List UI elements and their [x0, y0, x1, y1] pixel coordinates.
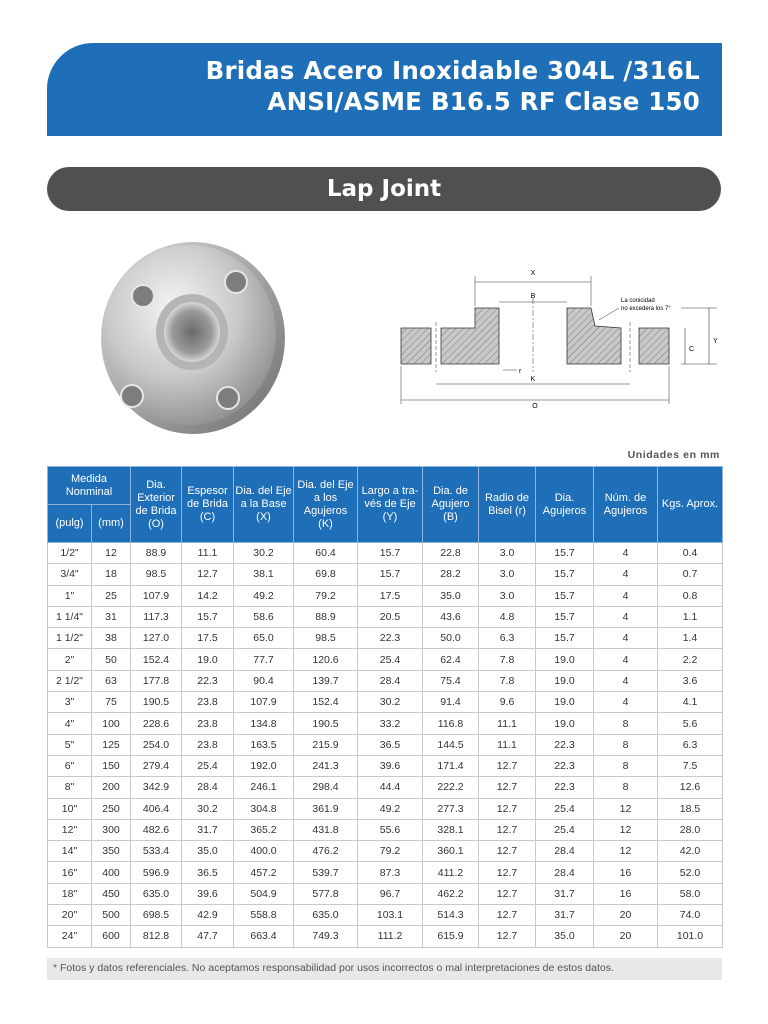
- table-cell: 20: [594, 905, 658, 926]
- table-cell: 18": [48, 883, 92, 904]
- table-row: [48, 628, 723, 649]
- table-cell: 4: [594, 585, 658, 606]
- table-cell: 12.7: [479, 798, 536, 819]
- table-cell: 111.2: [358, 926, 423, 947]
- table-cell: 328.1: [423, 819, 479, 840]
- table-cell: 4.8: [479, 606, 536, 627]
- table-cell: 69.8: [294, 564, 358, 585]
- table-cell: 50.0: [423, 628, 479, 649]
- cross-section-drawing: [395, 262, 725, 412]
- units-label: Unidades en mm: [627, 449, 720, 461]
- table-cell: 18.5: [658, 798, 723, 819]
- table-cell: 12: [594, 841, 658, 862]
- table-row: [48, 841, 723, 862]
- table-cell: 2.2: [658, 649, 723, 670]
- table-cell: 28.4: [536, 841, 594, 862]
- table-cell: 1/2": [48, 543, 92, 564]
- table-cell: 15.7: [182, 606, 234, 627]
- table-cell: 635.0: [294, 905, 358, 926]
- table-cell: 120.6: [294, 649, 358, 670]
- table-cell: 16": [48, 862, 92, 883]
- header-dia-agujeros: Dia. Agujeros: [536, 467, 594, 543]
- table-cell: 246.1: [234, 777, 294, 798]
- table-cell: 23.8: [182, 713, 234, 734]
- table-cell: 241.3: [294, 755, 358, 776]
- table-cell: 15.7: [536, 585, 594, 606]
- table-cell: 63: [92, 670, 131, 691]
- table-cell: 107.9: [131, 585, 182, 606]
- table-cell: 144.5: [423, 734, 479, 755]
- table-cell: 635.0: [131, 883, 182, 904]
- table-cell: 43.6: [423, 606, 479, 627]
- table-cell: 12: [92, 543, 131, 564]
- table-cell: 31: [92, 606, 131, 627]
- table-cell: 615.9: [423, 926, 479, 947]
- table-cell: 6": [48, 755, 92, 776]
- table-cell: 192.0: [234, 755, 294, 776]
- table-cell: 279.4: [131, 755, 182, 776]
- table-cell: 28.4: [536, 862, 594, 883]
- table-cell: 150: [92, 755, 131, 776]
- table-cell: 190.5: [131, 692, 182, 713]
- table-cell: 8": [48, 777, 92, 798]
- table-cell: 42.9: [182, 905, 234, 926]
- table-cell: 58.6: [234, 606, 294, 627]
- table-cell: 28.0: [658, 819, 723, 840]
- table-cell: 39.6: [358, 755, 423, 776]
- table-cell: 361.9: [294, 798, 358, 819]
- table-cell: 171.4: [423, 755, 479, 776]
- table-cell: 12.7: [479, 926, 536, 947]
- table-cell: 10": [48, 798, 92, 819]
- header-num-agujeros: Núm. de Agujeros: [594, 467, 658, 543]
- bolt-hole-3: [121, 385, 143, 407]
- table-cell: 4: [594, 606, 658, 627]
- table-row: [48, 649, 723, 670]
- table-row: [48, 543, 723, 564]
- table-cell: 12.7: [479, 841, 536, 862]
- dim-label-c: C: [689, 346, 695, 353]
- table-cell: 14": [48, 841, 92, 862]
- table-cell: 177.8: [131, 670, 182, 691]
- table-cell: 22.3: [358, 628, 423, 649]
- table-cell: 88.9: [131, 543, 182, 564]
- section-bar: [47, 167, 721, 211]
- table-cell: 22.3: [536, 777, 594, 798]
- table-row: [48, 606, 723, 627]
- table-cell: 36.5: [358, 734, 423, 755]
- table-cell: 5.6: [658, 713, 723, 734]
- header-mm: (mm): [92, 505, 131, 543]
- table-cell: 163.5: [234, 734, 294, 755]
- table-cell: 75: [92, 692, 131, 713]
- table-cell: 25.4: [182, 755, 234, 776]
- table-cell: 20.5: [358, 606, 423, 627]
- table-cell: 749.3: [294, 926, 358, 947]
- table-cell: 52.0: [658, 862, 723, 883]
- table-cell: 4: [594, 692, 658, 713]
- table-cell: 77.7: [234, 649, 294, 670]
- table-cell: 400.0: [234, 841, 294, 862]
- table-cell: 12.7: [479, 862, 536, 883]
- table-cell: 254.0: [131, 734, 182, 755]
- table-cell: 35.0: [423, 585, 479, 606]
- table-cell: 58.0: [658, 883, 723, 904]
- table-cell: 98.5: [294, 628, 358, 649]
- table-cell: 12: [594, 798, 658, 819]
- table-cell: 90.4: [234, 670, 294, 691]
- table-cell: 514.3: [423, 905, 479, 926]
- table-cell: 91.4: [423, 692, 479, 713]
- table-cell: 431.8: [294, 819, 358, 840]
- table-cell: 298.4: [294, 777, 358, 798]
- specs-table-body: [48, 543, 723, 948]
- table-cell: 20": [48, 905, 92, 926]
- table-cell: 4: [594, 564, 658, 585]
- table-cell: 25.4: [358, 649, 423, 670]
- table-cell: 15.7: [358, 564, 423, 585]
- table-cell: 8: [594, 734, 658, 755]
- table-cell: 2 1/2": [48, 670, 92, 691]
- page-title-line2: ANSI/ASME B16.5 RF Clase 150: [267, 87, 700, 116]
- header-radio-bisel: Radio de Bisel (r): [479, 467, 536, 543]
- table-cell: 139.7: [294, 670, 358, 691]
- table-cell: 25.4: [536, 819, 594, 840]
- table-cell: 47.7: [182, 926, 234, 947]
- table-cell: 4.1: [658, 692, 723, 713]
- table-cell: 49.2: [234, 585, 294, 606]
- header-dia-eje-agujeros: Dia. del Eje a los Agujeros (K): [294, 467, 358, 543]
- table-cell: 15.7: [536, 606, 594, 627]
- table-row: [48, 777, 723, 798]
- table-cell: 75.4: [423, 670, 479, 691]
- table-cell: 6.3: [658, 734, 723, 755]
- table-cell: 222.2: [423, 777, 479, 798]
- table-cell: 450: [92, 883, 131, 904]
- table-cell: 15.7: [358, 543, 423, 564]
- taper-note-line2: no excedera los 7°: [621, 306, 671, 312]
- table-row: [48, 905, 723, 926]
- table-cell: 44.4: [358, 777, 423, 798]
- table-cell: 19.0: [536, 649, 594, 670]
- table-cell: 12.7: [182, 564, 234, 585]
- table-cell: 462.2: [423, 883, 479, 904]
- table-cell: 17.5: [182, 628, 234, 649]
- table-cell: 42.0: [658, 841, 723, 862]
- table-cell: 200: [92, 777, 131, 798]
- table-cell: 7.8: [479, 670, 536, 691]
- table-cell: 4: [594, 628, 658, 649]
- table-cell: 101.0: [658, 926, 723, 947]
- dim-label-y: Y: [713, 338, 718, 345]
- table-cell: 28.4: [182, 777, 234, 798]
- header-medida: Medida Nonminal: [48, 467, 131, 505]
- table-cell: 663.4: [234, 926, 294, 947]
- table-cell: 50: [92, 649, 131, 670]
- table-cell: 19.0: [182, 649, 234, 670]
- table-cell: 4": [48, 713, 92, 734]
- table-cell: 22.3: [182, 670, 234, 691]
- table-cell: 103.1: [358, 905, 423, 926]
- table-cell: 3/4": [48, 564, 92, 585]
- dim-label-k: K: [530, 376, 536, 383]
- table-cell: 360.1: [423, 841, 479, 862]
- dim-label-r: r: [519, 368, 522, 375]
- table-cell: 3": [48, 692, 92, 713]
- table-cell: 411.2: [423, 862, 479, 883]
- header-largo-eje: Largo a tra-vés de Eje (Y): [358, 467, 423, 543]
- table-cell: 12.7: [479, 883, 536, 904]
- table-cell: 8: [594, 777, 658, 798]
- table-cell: 65.0: [234, 628, 294, 649]
- table-cell: 3.6: [658, 670, 723, 691]
- header-dia-eje-base: Dia. del Eje a la Base (X): [234, 467, 294, 543]
- table-cell: 698.5: [131, 905, 182, 926]
- table-cell: 4: [594, 543, 658, 564]
- table-cell: 35.0: [536, 926, 594, 947]
- flange-bore: [164, 302, 220, 362]
- table-cell: 5": [48, 734, 92, 755]
- table-cell: 19.0: [536, 670, 594, 691]
- table-row: [48, 819, 723, 840]
- table-cell: 500: [92, 905, 131, 926]
- table-cell: 74.0: [658, 905, 723, 926]
- table-cell: 342.9: [131, 777, 182, 798]
- table-cell: 25: [92, 585, 131, 606]
- table-cell: 12: [594, 819, 658, 840]
- table-row: [48, 755, 723, 776]
- table-cell: 3.0: [479, 564, 536, 585]
- table-cell: 533.4: [131, 841, 182, 862]
- table-cell: 558.8: [234, 905, 294, 926]
- table-cell: 79.2: [358, 841, 423, 862]
- table-cell: 18: [92, 564, 131, 585]
- header-pulg: (pulg): [48, 505, 92, 543]
- table-cell: 3.0: [479, 543, 536, 564]
- table-cell: 1 1/2": [48, 628, 92, 649]
- table-cell: 28.4: [358, 670, 423, 691]
- table-cell: 100: [92, 713, 131, 734]
- table-cell: 60.4: [294, 543, 358, 564]
- table-cell: 36.5: [182, 862, 234, 883]
- table-cell: 3.0: [479, 585, 536, 606]
- table-cell: 117.3: [131, 606, 182, 627]
- header-band: [47, 43, 722, 136]
- table-cell: 1": [48, 585, 92, 606]
- table-cell: 190.5: [294, 713, 358, 734]
- table-cell: 33.2: [358, 713, 423, 734]
- table-cell: 596.9: [131, 862, 182, 883]
- table-cell: 812.8: [131, 926, 182, 947]
- table-cell: 4: [594, 670, 658, 691]
- specs-table: [47, 466, 723, 948]
- table-row: [48, 564, 723, 585]
- table-cell: 15.7: [536, 564, 594, 585]
- table-cell: 28.2: [423, 564, 479, 585]
- table-cell: 87.3: [358, 862, 423, 883]
- table-cell: 12.6: [658, 777, 723, 798]
- table-cell: 22.3: [536, 755, 594, 776]
- table-cell: 23.8: [182, 692, 234, 713]
- bolt-hole-2: [225, 271, 247, 293]
- table-cell: 400: [92, 862, 131, 883]
- table-row: [48, 862, 723, 883]
- table-cell: 16: [594, 883, 658, 904]
- table-cell: 79.2: [294, 585, 358, 606]
- table-cell: 504.9: [234, 883, 294, 904]
- header-espesor: Espesor de Brida (C): [182, 467, 234, 543]
- table-cell: 2": [48, 649, 92, 670]
- table-cell: 482.6: [131, 819, 182, 840]
- table-cell: 15.7: [536, 628, 594, 649]
- table-cell: 20: [594, 926, 658, 947]
- table-row: [48, 670, 723, 691]
- footnote: * Fotos y datos referenciales. No aceptamos responsabilidad por usos incorrectos o mal interpretaciones de estos datos.: [47, 958, 722, 980]
- flange-photo: [98, 236, 288, 436]
- table-cell: 39.6: [182, 883, 234, 904]
- table-cell: 8: [594, 755, 658, 776]
- table-cell: 152.4: [294, 692, 358, 713]
- dim-label-x: X: [530, 270, 536, 277]
- table-cell: 0.8: [658, 585, 723, 606]
- table-cell: 125: [92, 734, 131, 755]
- bolt-hole-1: [132, 285, 154, 307]
- table-cell: 12.7: [479, 819, 536, 840]
- table-cell: 600: [92, 926, 131, 947]
- table-cell: 31.7: [536, 905, 594, 926]
- table-cell: 14.2: [182, 585, 234, 606]
- header-dia-agujero: Dia. de Agujero (B): [423, 467, 479, 543]
- table-cell: 4: [594, 649, 658, 670]
- table-cell: 215.9: [294, 734, 358, 755]
- table-cell: 152.4: [131, 649, 182, 670]
- table-row: [48, 713, 723, 734]
- table-cell: 12.7: [479, 755, 536, 776]
- table-cell: 30.2: [234, 543, 294, 564]
- table-row: [48, 883, 723, 904]
- table-cell: 38: [92, 628, 131, 649]
- table-cell: 11.1: [479, 734, 536, 755]
- table-cell: 457.2: [234, 862, 294, 883]
- table-cell: 55.6: [358, 819, 423, 840]
- table-cell: 7.8: [479, 649, 536, 670]
- table-row: [48, 926, 723, 947]
- table-cell: 19.0: [536, 713, 594, 734]
- table-cell: 31.7: [536, 883, 594, 904]
- table-cell: 19.0: [536, 692, 594, 713]
- table-cell: 31.7: [182, 819, 234, 840]
- table-cell: 23.8: [182, 734, 234, 755]
- table-cell: 127.0: [131, 628, 182, 649]
- table-row: [48, 585, 723, 606]
- table-cell: 250: [92, 798, 131, 819]
- table-cell: 12.7: [479, 905, 536, 926]
- table-cell: 476.2: [294, 841, 358, 862]
- bolt-hole-4: [217, 387, 239, 409]
- table-cell: 134.8: [234, 713, 294, 734]
- table-cell: 17.5: [358, 585, 423, 606]
- table-cell: 22.3: [536, 734, 594, 755]
- table-cell: 49.2: [358, 798, 423, 819]
- table-cell: 350: [92, 841, 131, 862]
- page-title-line1: Bridas Acero Inoxidable 304L /316L: [205, 56, 700, 85]
- table-cell: 277.3: [423, 798, 479, 819]
- table-cell: 8: [594, 713, 658, 734]
- table-cell: 12.7: [479, 777, 536, 798]
- table-cell: 96.7: [358, 883, 423, 904]
- table-cell: 577.8: [294, 883, 358, 904]
- table-cell: 365.2: [234, 819, 294, 840]
- header-dia-exterior: Dia. Exterior de Brida (O): [131, 467, 182, 543]
- table-cell: 1 1/4": [48, 606, 92, 627]
- table-row: [48, 734, 723, 755]
- table-cell: 11.1: [182, 543, 234, 564]
- table-cell: 88.9: [294, 606, 358, 627]
- table-cell: 0.7: [658, 564, 723, 585]
- table-cell: 98.5: [131, 564, 182, 585]
- table-cell: 25.4: [536, 798, 594, 819]
- taper-note-line1: La conicidad: [621, 298, 655, 304]
- table-cell: 12": [48, 819, 92, 840]
- table-cell: 16: [594, 862, 658, 883]
- table-row: [48, 692, 723, 713]
- table-cell: 406.4: [131, 798, 182, 819]
- table-cell: 228.6: [131, 713, 182, 734]
- table-cell: 6.3: [479, 628, 536, 649]
- table-cell: 107.9: [234, 692, 294, 713]
- table-cell: 0.4: [658, 543, 723, 564]
- table-cell: 30.2: [182, 798, 234, 819]
- table-cell: 11.1: [479, 713, 536, 734]
- table-cell: 15.7: [536, 543, 594, 564]
- table-cell: 7.5: [658, 755, 723, 776]
- table-cell: 1.4: [658, 628, 723, 649]
- table-cell: 539.7: [294, 862, 358, 883]
- table-row: [48, 798, 723, 819]
- table-cell: 22.8: [423, 543, 479, 564]
- table-cell: 116.8: [423, 713, 479, 734]
- dim-label-b: B: [530, 293, 536, 300]
- table-cell: 300: [92, 819, 131, 840]
- table-cell: 9.6: [479, 692, 536, 713]
- dim-label-o: O: [532, 403, 538, 410]
- table-cell: 24": [48, 926, 92, 947]
- table-cell: 1.1: [658, 606, 723, 627]
- table-cell: 62.4: [423, 649, 479, 670]
- table-cell: 38.1: [234, 564, 294, 585]
- section-title: Lap Joint: [326, 176, 442, 202]
- table-cell: 30.2: [358, 692, 423, 713]
- table-cell: 35.0: [182, 841, 234, 862]
- table-cell: 304.8: [234, 798, 294, 819]
- header-kgs: Kgs. Aprox.: [658, 467, 723, 543]
